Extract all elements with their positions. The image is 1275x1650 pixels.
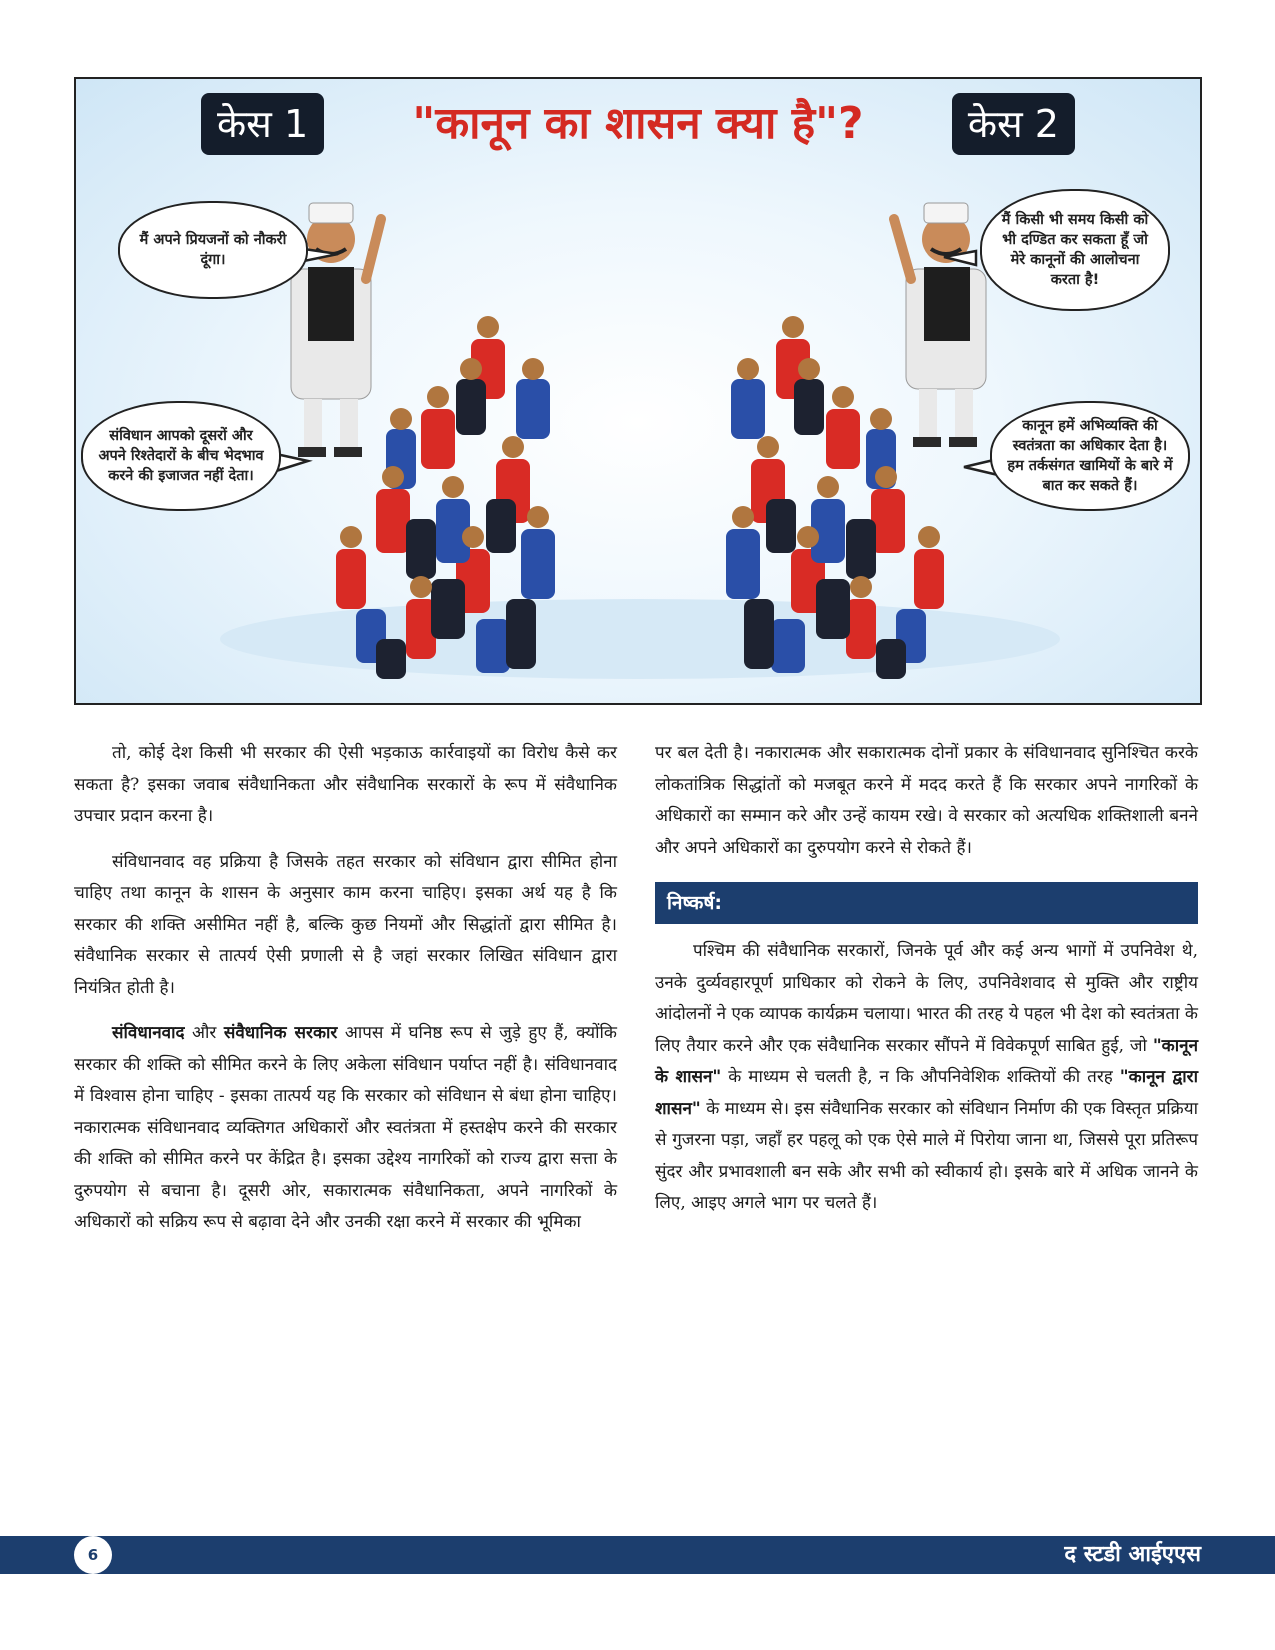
speech-bubble-case1-crowd: संविधान आपको दूसरों और अपने रिश्तेदारों के बीच भेदभाव करने की इजाजत नहीं देता।: [81, 401, 281, 511]
text-run: के माध्यम से। इस संवैधानिक सरकार को संविधान निर्माण की एक विस्तृत प्रक्रिया से गुजरना पड़ा, जहाँ हर पहलू को एक ऐसे माले में पिरोया जाना था, जिससे पूरा प्रतिरूप सुंदर और प्रभावशाली बन सके और सभी को स्वीकार्य हो। इसके बारे में अधिक जानने के लिए, आइए अगले भाग पर चलते हैं।: [655, 1098, 1198, 1213]
speech-bubble-case2-leader: मैं किसी भी समय किसी को भी दण्डित कर सकता हूँ जो मेरे कानूनों की आलोचना करता है!: [980, 189, 1170, 311]
publisher-brand: द स्टडी आईएएस: [1064, 1542, 1201, 1567]
paragraph: [655, 936, 1198, 1220]
page-number: 6: [74, 1536, 112, 1574]
speech-bubble-case1-leader: मैं अपने प्रियजनों को नौकरी दूंगा।: [118, 201, 308, 299]
illustration-drawing: [76, 79, 1202, 705]
bold-term: संवैधानिक सरकार: [223, 1023, 338, 1043]
section-heading-conclusion: निष्कर्ष:: [655, 882, 1198, 924]
speech-bubble-case2-crowd: कानून हमें अभिव्यक्ति की स्वतंत्रता का अधिकार देता है। हम तर्कसंगत खामियों के बारे में बात कर सकते हैं।: [990, 401, 1190, 511]
bold-term: "कानून के शासन": [655, 1035, 1198, 1087]
text-run: और: [184, 1023, 224, 1043]
left-text-column: [74, 738, 617, 1253]
bold-term: "कानून द्वारा शासन": [655, 1067, 1198, 1119]
text-run: के माध्यम से चलती है, न कि औपनिवेशिक शक्तियों की तरह: [721, 1067, 1120, 1087]
paragraph: संविधानवाद वह प्रक्रिया है जिसके तहत सरकार को संविधान द्वारा सीमित होना चाहिए तथा कानून के शासन के अनुसार काम करना चाहिए। इसका अर्थ यह है कि सरकार की शक्ति असीमित नहीं है, बल्कि कुछ नियमों और सिद्धांतों द्वारा सीमित है। संवैधानिक सरकार से तात्पर्य ऐसी प्रणाली से है जहां सरकार लिखित संविधान द्वारा नियंत्रित होती है।: [74, 851, 617, 998]
case-2-badge: केस 2: [952, 93, 1075, 155]
paragraph: [74, 1018, 617, 1239]
case-1-badge: केस 1: [201, 93, 324, 155]
text-run: आपस में घनिष्ठ रूप से जुड़े हुए हैं, क्योंकि सरकार की शक्ति को सीमित करने के लिए अकेला संविधान पर्याप्त नहीं है। संविधानवाद में विश्वास होना चाहिए - इसका तात्पर्य यह कि सरकार को संविधान से बंधा होना चाहिए। नकारात्मक संविधानवाद व्यक्तिगत अधिकारों और स्वतंत्रता में हस्तक्षेप करने की सरकार की शक्ति को सीमित करने पर केंद्रित है। इसका उद्देश्य नागरिकों को राज्य द्वारा सत्ता के दुरुपयोग से बचाना है। दूसरी ओर, सकारात्मक संवैधानिकता, अपने नागरिकों के अधिकारों को सक्रिय रूप से बढ़ावा देने और उनकी रक्षा करने में सरकार की भूमिका: [74, 1023, 617, 1232]
right-text-column: [655, 738, 1198, 1234]
paragraph: पर बल देती है। नकारात्मक और सकारात्मक दोनों प्रकार के संविधानवाद सुनिश्चित करके लोकतांत्रिक सिद्धांतों को मजबूत करने में मदद करते हैं कि सरकार अपने नागरिकों के अधिकारों का सम्मान करे और उन्हें कायम रखे। वे सरकार को अत्यधिक शक्तिशाली बनने और अपने अधिकारों का दुरुपयोग करने से रोकते हैं।: [655, 743, 1198, 858]
illustration-title: "कानून का शासन क्या है"?: [412, 98, 864, 149]
bold-term: संविधानवाद: [112, 1023, 185, 1043]
politician-right-figure: [894, 203, 986, 447]
rule-of-law-illustration: [74, 77, 1202, 705]
paragraph: तो, कोई देश किसी भी सरकार की ऐसी भड़काऊ कार्रवाइयों का विरोध कैसे कर सकता है? इसका जवाब संवैधानिकता और संवैधानिक सरकारों के रूप में संवैधानिक उपचार प्रदान करना है।: [74, 743, 617, 826]
text-run: पश्चिम की संवैधानिक सरकारों, जिनके पूर्व और कई अन्य भागों में उपनिवेश थे, उनके दुर्व्यवहारपूर्ण प्राधिकार को रोकने के लिए, उपनिवेशवाद से मुक्ति और राष्ट्रीय आंदोलनों ने एक व्यापक कार्यक्रम चलाया। भारत की तरह ये पहल भी देश को स्वतंत्रता के लिए तैयार करने और एक संवैधानिक सरकार सौंपने में विवेकपूर्ण साबित हुई, जो: [655, 941, 1198, 1056]
